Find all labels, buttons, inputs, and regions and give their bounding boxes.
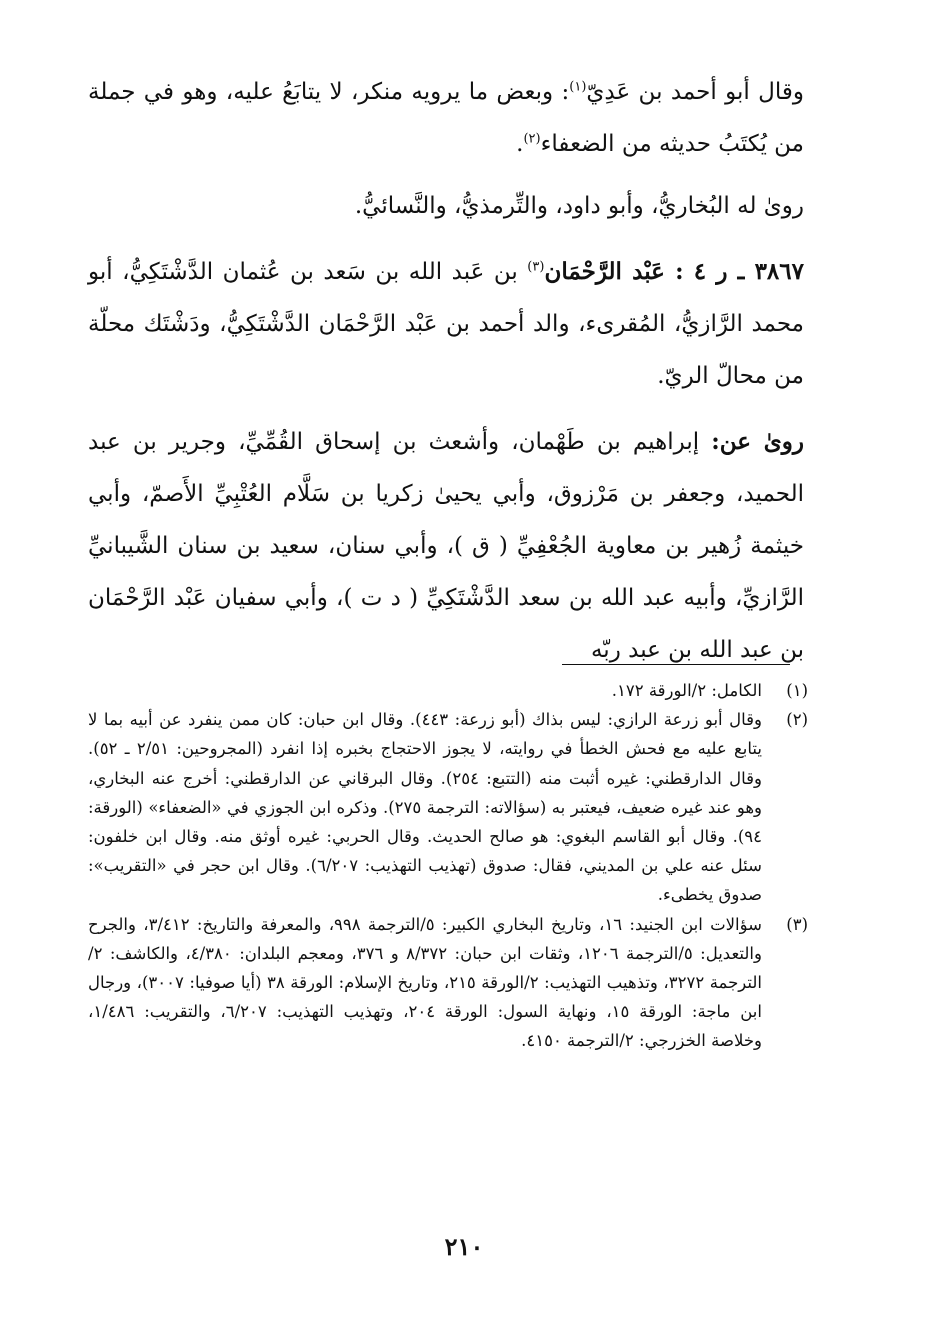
- footnote-ref-1: (١): [569, 79, 587, 95]
- footnote-number: (٢): [786, 710, 808, 730]
- footnote-text: سؤالات ابن الجنيد: ١٦، وتاريخ البخاري الكبير: ٥/الترجمة ٩٩٨، والمعرفة والتاريخ: ٣/٤١٢، والجرح والتعديل: ٥/الترجمة ١٢٠٦، وثقات ابن حبان: ٨/٣٧٢ و ٣٧٦، ومعجم البلدان: ٤/٣٨٠، والكاشف: ٢/الترجمة ٣٢٧٢، وتذهيب التهذيب: ٢/الورقة ٢١٥، وتاريخ الإسلام: الورقة ٣٨ (أيا صوفيا: ٣٠٠٧)، ورجال ابن ماجة: الورقة ١٥، ونهاية السول: الورقة ٢٠٤، وتهذيب التهذيب: ٦/٢٠٧، والتقريب: ١/٤٨٦، وخلاصة الخزرجي: ٢/الترجمة ٤١٥٠.: [88, 914, 762, 1051]
- footnote-3: [88, 910, 808, 1056]
- entry-text: بن عَبد الله بن سَعد بن عُثمان الدَّشْتَكِيُّ، أبو محمد الرَّازيُّ، المُقرىء، والد أحمد بن عَبْد الرَّحْمَان الدَّشْتَكِيُّ، ودَشْتَك محلّة من محالّ الريّ.: [88, 259, 804, 389]
- footnotes: [88, 676, 808, 1056]
- paragraph-ibn-adi: [88, 66, 804, 170]
- footnote-text: وقال أبو زرعة الرازي: ليس بذاك (أبو زرعة: ٤٤٣). وقال ابن حبان: كان ممن ينفرد عن أبيه بما لا يتابع عليه مع فحش الخطأ في روايته، لا يجوز الاحتجاج بخبره إذا انفرد (المجروحين: ٢/٥١ ـ ٥٢). وقال الدارقطني: غيره أثبت منه (التتبع: ٢٥٤). وقال البرقاني عن الدارقطني: أخرج عنه البخاري، وهو عند غيره ضعيف، فيعتبر به (سؤالاته: الترجمة ٢٧٥). وذكره ابن الجوزي في «الضعفاء» (الورقة: ٩٤). وقال أبو القاسم البغوي: هو صالح الحديث. وقال الحربي: غيره أوثق منه. وقال ابن خلفون: سئل عنه علي بن المديني، فقال: صدوق (تهذيب التهذيب: ٦/٢٠٧). وقال ابن حجر في «التقريب»: صدوق يخطىء.: [88, 710, 763, 905]
- paragraph-end: .: [516, 131, 524, 157]
- narrated-from-text: إبراهيم بن طَهْمان، وأشعث بن إسحاق القُمِّيِّ، وجرير بن عبد الحميد، وجعفر بن مَرْزوق، وأبي يحيىٰ زكريا بن سَلَّام العُتْبِيِّ الأَصمّ، وأبي خيثمة زُهير بن معاوية الجُعْفِيِّ ( ق )، وأبي سنان، سعيد بن سنان الشَّيبانيِّ الرَّازيِّ، وأبيه عبد الله بن سعد الدَّشْتَكِيِّ ( د ت )، وأبي سفيان عَبْد الرَّحْمَان بن عبد الله بن عبد ربّه: [88, 429, 804, 663]
- entry-heading: ٣٨٦٧ ـ ر ٤ : عَبْد الرَّحْمَان: [544, 258, 804, 285]
- footnote-2: [88, 705, 808, 909]
- paragraph-text: : وبعض ما يرويه منكر، لا يتابَعُ عليه، وهو في جملة من يُكتَبُ حديثه من الضعفاء: [88, 79, 804, 157]
- narrated-from-paragraph: [88, 416, 804, 676]
- footnote-divider: [562, 664, 790, 665]
- page-number: ٢١٠: [444, 1232, 484, 1261]
- paragraph-narrators: روىٰ له البُخاريُّ، وأبو داود، والتِّرمذيُّ، والنَّسائيُّ.: [354, 193, 804, 219]
- footnote-text: الكامل: ٢/الورقة ١٧٢.: [611, 681, 762, 700]
- footnote-ref-2: (٢): [523, 131, 541, 147]
- footnote-ref-3: (٣): [527, 259, 545, 275]
- paragraph-text: وقال أبو أحمد بن عَدِيّ: [586, 79, 804, 105]
- narrated-from-label: روىٰ عن:: [711, 428, 804, 455]
- footnote-number: (١): [786, 681, 808, 700]
- footnote-number: (٣): [786, 914, 808, 934]
- footnote-1: [88, 676, 808, 705]
- biography-entry: [88, 246, 804, 402]
- main-text: [88, 66, 804, 686]
